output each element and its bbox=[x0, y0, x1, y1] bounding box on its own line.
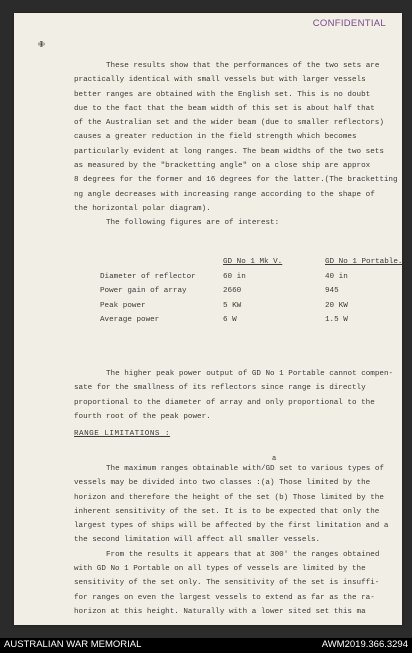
table-row bbox=[100, 299, 412, 314]
cell: 1.5 W bbox=[325, 316, 348, 325]
text-line: with GD No 1 Portable on all types of vessels are limited by the bbox=[74, 565, 366, 574]
text-line: sensitivity of the set only. The sensitivity of the set is insuffi- bbox=[74, 579, 380, 588]
footer-institution: AUSTRALIAN WAR MEMORIAL bbox=[4, 639, 142, 650]
text-line: The higher peak power output of GD No 1 Portable cannot compen- bbox=[106, 370, 394, 378]
text-line: fourth root of the peak power. bbox=[74, 412, 211, 421]
table-row bbox=[100, 284, 412, 299]
cell: 20 KW bbox=[325, 301, 348, 310]
handwritten-insert: a bbox=[272, 455, 277, 463]
table-row bbox=[100, 313, 412, 328]
text-line: vessels may be divided into two classes :(a) Those limited by the bbox=[74, 479, 371, 488]
paragraph-2 bbox=[74, 367, 393, 424]
text-line: due to the fact that the beam width of this set is about half that bbox=[74, 104, 375, 113]
row-label: Average power bbox=[100, 316, 160, 325]
cell: 40 in bbox=[325, 272, 348, 281]
table-row bbox=[100, 270, 412, 285]
confidential-stamp: CONFIDENTIAL bbox=[312, 18, 386, 29]
footer-bar bbox=[0, 638, 412, 653]
cell: 6 W bbox=[223, 316, 237, 325]
text-line: of the Australian set and the wider beam (due to smaller reflectors) bbox=[74, 119, 384, 128]
text-line: ng angle decreases with increasing range according to the shape of bbox=[74, 190, 375, 199]
paragraph-3 bbox=[74, 462, 388, 619]
cell: 2660 bbox=[223, 287, 242, 296]
text-line: particularly evident at long ranges. The beam widths of the two sets bbox=[74, 147, 384, 156]
text-line: practically identical with small vessels but with larger vessels bbox=[74, 76, 366, 85]
row-label: Diameter of reflector bbox=[100, 272, 196, 281]
cell: 60 in bbox=[223, 272, 246, 281]
row-label: Power gain of array bbox=[100, 287, 187, 296]
column-header: GD No 1 Mk V. bbox=[223, 258, 283, 266]
text-line: From the results it appears that at 300' the ranges obtained bbox=[106, 550, 380, 559]
document-page bbox=[14, 13, 402, 625]
text-line: causes a greater reduction in the field strength which becomes bbox=[74, 133, 357, 142]
section-heading: RANGE LIMITATIONS : bbox=[74, 430, 171, 438]
text-line: horizon at this height. Naturally with a lower sited set this ma bbox=[74, 607, 366, 616]
cell: 945 bbox=[325, 287, 339, 296]
text-line: The maximum ranges obtainable with/GD set to various types of bbox=[106, 465, 384, 473]
paragraph-1 bbox=[74, 59, 398, 231]
text-line: for ranges on even the largest vessels to extend as far as the ra- bbox=[74, 593, 375, 602]
text-line: sate for the smallness of its reflectors since range is directly bbox=[74, 384, 366, 393]
table-header bbox=[100, 255, 412, 270]
footer-accession-number: AWM2019.366.3294 bbox=[321, 639, 408, 650]
text-line: proportional to the diameter of array and only proportional to the bbox=[74, 398, 375, 407]
text-line: The following figures are of interest: bbox=[106, 219, 280, 228]
text-line: horizon and therefore the height of the set (b) Those limited by the bbox=[74, 493, 384, 502]
text-line: as measured by the "bracketting angle" on a close ship are approx bbox=[74, 162, 371, 171]
cell: 5 KW bbox=[223, 301, 242, 310]
text-line: better ranges are obtained with the English set. This is no doubt bbox=[74, 90, 371, 99]
row-label: Peak power bbox=[100, 301, 146, 310]
text-line: the horizontal polar diagram). bbox=[74, 204, 211, 213]
column-header: GD No 1 Portable. bbox=[325, 258, 403, 266]
text-line: the second limitation will affect all smaller vessels. bbox=[74, 536, 321, 545]
comparison-table bbox=[100, 255, 412, 328]
text-line: These results show that the performances of the two sets are bbox=[106, 62, 380, 70]
text-line: largest types of ships will be affected by the first limitation and a bbox=[74, 522, 389, 531]
text-line: inherent sensitivity of the set. It is to be expected that only the bbox=[74, 507, 380, 516]
text-line: 8 degrees for the former and 16 degrees for the latter.(The bracketting bbox=[74, 176, 398, 185]
pencil-mark: ✙ bbox=[38, 39, 45, 51]
